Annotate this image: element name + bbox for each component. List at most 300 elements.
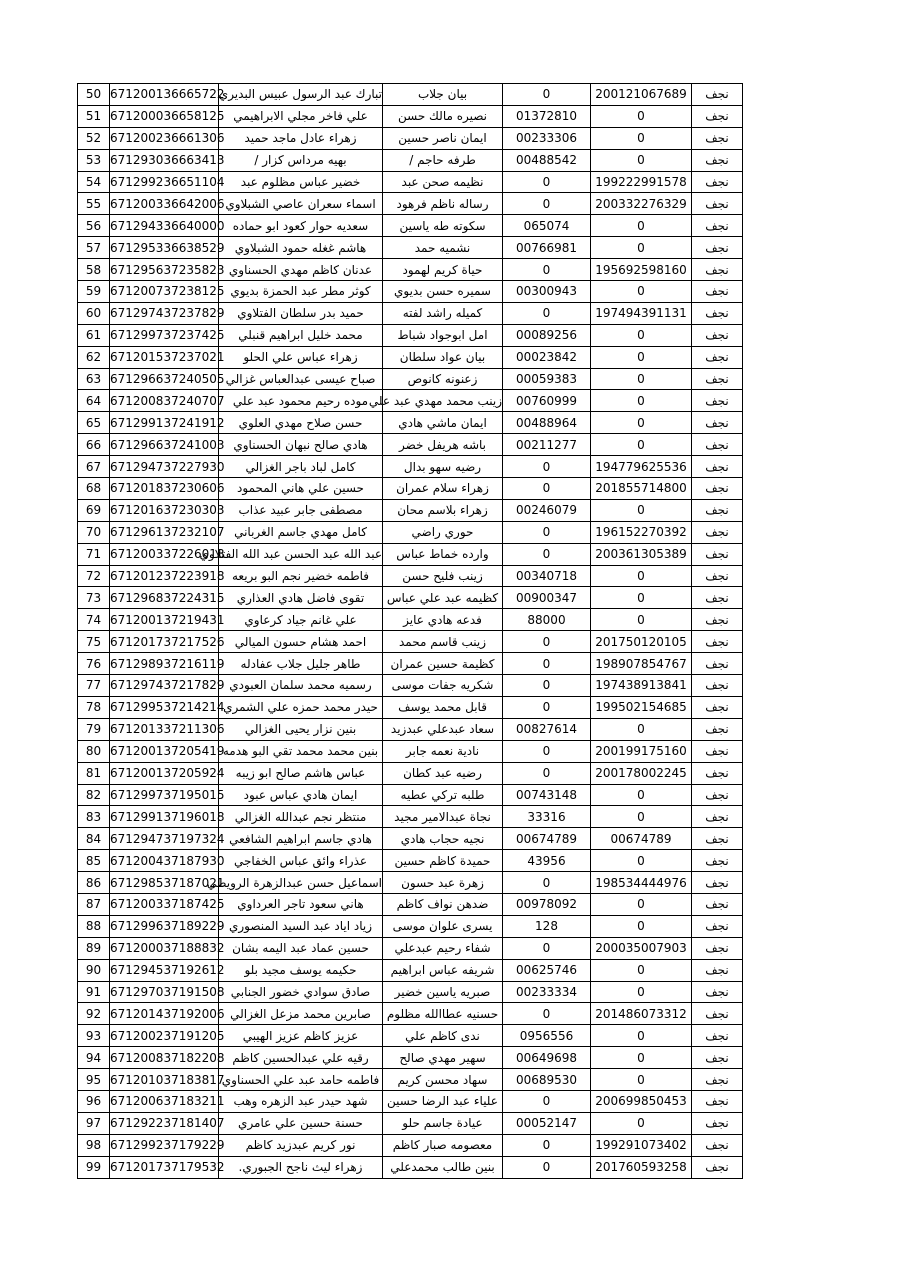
record-code-cell: 671200337187425 xyxy=(110,893,219,915)
document-number-cell: 0 xyxy=(503,1003,591,1025)
mother-name-cell: وارده خماط عباس xyxy=(383,543,503,565)
document-number-cell: 00766981 xyxy=(503,237,591,259)
row-number-cell: 63 xyxy=(78,368,110,390)
document-number-cell: 00900347 xyxy=(503,587,591,609)
row-number-cell: 80 xyxy=(78,740,110,762)
record-code-cell: 671294737227930 xyxy=(110,456,219,478)
table-row xyxy=(78,1134,743,1156)
person-name-cell: فاطمه حامد عبد علي الحسناوي xyxy=(219,1069,383,1091)
row-number-cell: 68 xyxy=(78,478,110,500)
records-table xyxy=(77,83,743,1179)
national-id-cell: 199502154685 xyxy=(591,696,692,718)
national-id-cell: 0 xyxy=(591,893,692,915)
governorate-cell: نجف xyxy=(692,981,743,1003)
governorate-cell: نجف xyxy=(692,237,743,259)
mother-name-cell: كميله راشد لفته xyxy=(383,302,503,324)
table-row xyxy=(78,675,743,697)
row-number-cell: 64 xyxy=(78,390,110,412)
person-name-cell: رقيه علي عبدالحسين كاظم xyxy=(219,1047,383,1069)
record-code-cell: 671293036663413 xyxy=(110,149,219,171)
table-row xyxy=(78,105,743,127)
table-row xyxy=(78,718,743,740)
row-number-cell: 73 xyxy=(78,587,110,609)
mother-name-cell: سكوته طه ياسين xyxy=(383,215,503,237)
row-number-cell: 83 xyxy=(78,806,110,828)
governorate-cell: نجف xyxy=(692,521,743,543)
governorate-cell: نجف xyxy=(692,171,743,193)
national-id-cell: 0 xyxy=(591,127,692,149)
document-number-cell: 00674789 xyxy=(503,828,591,850)
mother-name-cell: زهراء بلاسم محان xyxy=(383,499,503,521)
mother-name-cell: نظيمه صحن عبد xyxy=(383,171,503,193)
record-code-cell: 671200236661306 xyxy=(110,127,219,149)
governorate-cell: نجف xyxy=(692,193,743,215)
record-code-cell: 671296137232107 xyxy=(110,521,219,543)
table-row xyxy=(78,1025,743,1047)
table-row xyxy=(78,171,743,193)
table-row xyxy=(78,653,743,675)
national-id-cell: 0 xyxy=(591,368,692,390)
national-id-cell: 0 xyxy=(591,806,692,828)
governorate-cell: نجف xyxy=(692,456,743,478)
row-number-cell: 79 xyxy=(78,718,110,740)
governorate-cell: نجف xyxy=(692,259,743,281)
mother-name-cell: زهرة عبد حسون xyxy=(383,872,503,894)
person-name-cell: زياد اياد عبد السيد المنصوري xyxy=(219,915,383,937)
record-code-cell: 671294537192612 xyxy=(110,959,219,981)
row-number-cell: 92 xyxy=(78,1003,110,1025)
mother-name-cell: ضدهن نواف كاظم xyxy=(383,893,503,915)
row-number-cell: 84 xyxy=(78,828,110,850)
table-row xyxy=(78,434,743,456)
table-row xyxy=(78,893,743,915)
mother-name-cell: زينب محمد مهدي عبد علي xyxy=(383,390,503,412)
record-code-cell: 671295637235823 xyxy=(110,259,219,281)
row-number-cell: 78 xyxy=(78,696,110,718)
document-number-cell: 00211277 xyxy=(503,434,591,456)
row-number-cell: 69 xyxy=(78,499,110,521)
table-row xyxy=(78,368,743,390)
national-id-cell: 0 xyxy=(591,915,692,937)
document-number-cell: 00233306 xyxy=(503,127,591,149)
table-row xyxy=(78,1112,743,1134)
record-code-cell: 671292237181407 xyxy=(110,1112,219,1134)
record-code-cell: 671200336642006 xyxy=(110,193,219,215)
mother-name-cell: شكريه جفات موسى xyxy=(383,675,503,697)
record-code-cell: 671200837182208 xyxy=(110,1047,219,1069)
person-name-cell: عدنان كاظم مهدي الحسناوي xyxy=(219,259,383,281)
mother-name-cell: رضيه عبد كطان xyxy=(383,762,503,784)
record-code-cell: 671200137205419 xyxy=(110,740,219,762)
person-name-cell: علي فاخر مجلي الابراهيمي xyxy=(219,105,383,127)
mother-name-cell: سعاد عبدعلي عبدزيد xyxy=(383,718,503,740)
record-code-cell: 671201437192006 xyxy=(110,1003,219,1025)
person-name-cell: علي غانم جياد كرعاوي xyxy=(219,609,383,631)
governorate-cell: نجف xyxy=(692,893,743,915)
mother-name-cell: شفاء رحيم عبدعلي xyxy=(383,937,503,959)
person-name-cell: عباس هاشم صالح ابو زيبه xyxy=(219,762,383,784)
record-code-cell: 671296637240505 xyxy=(110,368,219,390)
document-number-cell: 0 xyxy=(503,84,591,106)
document-number-cell: 00052147 xyxy=(503,1112,591,1134)
governorate-cell: نجف xyxy=(692,324,743,346)
national-id-cell: 0 xyxy=(591,1069,692,1091)
document-number-cell: 00827614 xyxy=(503,718,591,740)
person-name-cell: كوثر مطر عبد الحمزة بديوي xyxy=(219,281,383,303)
national-id-cell: 00674789 xyxy=(591,828,692,850)
row-number-cell: 89 xyxy=(78,937,110,959)
mother-name-cell: كظيمه عبد علي عباس xyxy=(383,587,503,609)
document-number-cell: 88000 xyxy=(503,609,591,631)
governorate-cell: نجف xyxy=(692,696,743,718)
mother-name-cell: سميره حسن بديوي xyxy=(383,281,503,303)
mother-name-cell: زينب قاسم محمد xyxy=(383,631,503,653)
person-name-cell: بهيه مرداس كزار / xyxy=(219,149,383,171)
person-name-cell: حسن صلاح مهدي العلوي xyxy=(219,412,383,434)
governorate-cell: نجف xyxy=(692,127,743,149)
table-row xyxy=(78,390,743,412)
table-row xyxy=(78,1003,743,1025)
table-row xyxy=(78,84,743,106)
governorate-cell: نجف xyxy=(692,302,743,324)
row-number-cell: 74 xyxy=(78,609,110,631)
table-row xyxy=(78,127,743,149)
row-number-cell: 88 xyxy=(78,915,110,937)
national-id-cell: 0 xyxy=(591,346,692,368)
mother-name-cell: سهاد محسن كريم xyxy=(383,1069,503,1091)
mother-name-cell: صبريه ياسين خضير xyxy=(383,981,503,1003)
governorate-cell: نجف xyxy=(692,1156,743,1178)
record-code-cell: 671296837224315 xyxy=(110,587,219,609)
national-id-cell: 195692598160 xyxy=(591,259,692,281)
national-id-cell: 0 xyxy=(591,981,692,1003)
record-code-cell: 671297037191508 xyxy=(110,981,219,1003)
national-id-cell: 199222991578 xyxy=(591,171,692,193)
table-row xyxy=(78,565,743,587)
national-id-cell: 0 xyxy=(591,281,692,303)
record-code-cell: 671298537187021 xyxy=(110,872,219,894)
record-code-cell: 671201837230606 xyxy=(110,478,219,500)
row-number-cell: 53 xyxy=(78,149,110,171)
mother-name-cell: حسنيه عطاالله مظلوم xyxy=(383,1003,503,1025)
governorate-cell: نجف xyxy=(692,84,743,106)
record-code-cell: 671200137205924 xyxy=(110,762,219,784)
governorate-cell: نجف xyxy=(692,609,743,631)
document-number-cell: 0 xyxy=(503,302,591,324)
governorate-cell: نجف xyxy=(692,850,743,872)
table-row xyxy=(78,543,743,565)
row-number-cell: 95 xyxy=(78,1069,110,1091)
record-code-cell: 671294336640000 xyxy=(110,215,219,237)
national-id-cell: 196152270392 xyxy=(591,521,692,543)
national-id-cell: 200035007903 xyxy=(591,937,692,959)
national-id-cell: 0 xyxy=(591,718,692,740)
row-number-cell: 93 xyxy=(78,1025,110,1047)
governorate-cell: نجف xyxy=(692,762,743,784)
person-name-cell: زهراء عباس علي الحلو xyxy=(219,346,383,368)
person-name-cell: احمد هشام حسون الميالي xyxy=(219,631,383,653)
row-number-cell: 70 xyxy=(78,521,110,543)
record-code-cell: 671299236651104 xyxy=(110,171,219,193)
person-name-cell: نور كريم عبدزيد كاظم xyxy=(219,1134,383,1156)
mother-name-cell: رضيه سهو بدال xyxy=(383,456,503,478)
table-row xyxy=(78,609,743,631)
table-row xyxy=(78,259,743,281)
national-id-cell: 0 xyxy=(591,784,692,806)
person-name-cell: هاشم غغله حمود الشبلاوي xyxy=(219,237,383,259)
row-number-cell: 85 xyxy=(78,850,110,872)
document-number-cell: 00625746 xyxy=(503,959,591,981)
row-number-cell: 60 xyxy=(78,302,110,324)
governorate-cell: نجف xyxy=(692,653,743,675)
row-number-cell: 62 xyxy=(78,346,110,368)
document-number-cell: 00340718 xyxy=(503,565,591,587)
governorate-cell: نجف xyxy=(692,1112,743,1134)
document-number-cell: 0 xyxy=(503,171,591,193)
governorate-cell: نجف xyxy=(692,937,743,959)
table-row xyxy=(78,587,743,609)
person-name-cell: اسماء سعران عاصي الشبلاوي xyxy=(219,193,383,215)
record-code-cell: 671299237179229 xyxy=(110,1134,219,1156)
document-number-cell: 0 xyxy=(503,478,591,500)
row-number-cell: 52 xyxy=(78,127,110,149)
document-number-cell: 0 xyxy=(503,543,591,565)
document-number-cell: 00978092 xyxy=(503,893,591,915)
mother-name-cell: حميدة كاظم حسين xyxy=(383,850,503,872)
record-code-cell: 671200037188832 xyxy=(110,937,219,959)
person-name-cell: فاطمه خضير نجم البو بريعه xyxy=(219,565,383,587)
document-number-cell: 43956 xyxy=(503,850,591,872)
record-code-cell: 671200437187930 xyxy=(110,850,219,872)
record-code-cell: 671299737237425 xyxy=(110,324,219,346)
row-number-cell: 96 xyxy=(78,1090,110,1112)
national-id-cell: 0 xyxy=(591,1112,692,1134)
national-id-cell: 198534444976 xyxy=(591,872,692,894)
document-number-cell: 128 xyxy=(503,915,591,937)
national-id-cell: 0 xyxy=(591,587,692,609)
governorate-cell: نجف xyxy=(692,806,743,828)
person-name-cell: هادي صالح نبهان الحسناوي xyxy=(219,434,383,456)
governorate-cell: نجف xyxy=(692,543,743,565)
row-number-cell: 90 xyxy=(78,959,110,981)
table-row xyxy=(78,937,743,959)
record-code-cell: 671296637241003 xyxy=(110,434,219,456)
national-id-cell: 0 xyxy=(591,959,692,981)
mother-name-cell: ندى كاظم علي xyxy=(383,1025,503,1047)
mother-name-cell: بيان جلاب xyxy=(383,84,503,106)
document-number-cell: 00488964 xyxy=(503,412,591,434)
row-number-cell: 67 xyxy=(78,456,110,478)
governorate-cell: نجف xyxy=(692,281,743,303)
mother-name-cell: طلبه تركي عطيه xyxy=(383,784,503,806)
mother-name-cell: باشه هريفل خضر xyxy=(383,434,503,456)
national-id-cell: 201855714800 xyxy=(591,478,692,500)
table-row xyxy=(78,215,743,237)
mother-name-cell: نجاة عبدالامير مجيد xyxy=(383,806,503,828)
record-code-cell: 671201237223918 xyxy=(110,565,219,587)
national-id-cell: 200332276329 xyxy=(591,193,692,215)
mother-name-cell: بنين طالب محمدعلي xyxy=(383,1156,503,1178)
record-code-cell: 671200737238125 xyxy=(110,281,219,303)
document-number-cell: 00488542 xyxy=(503,149,591,171)
mother-name-cell: سهير مهدي صالح xyxy=(383,1047,503,1069)
table-row xyxy=(78,412,743,434)
table-row xyxy=(78,456,743,478)
row-number-cell: 65 xyxy=(78,412,110,434)
table-row xyxy=(78,696,743,718)
person-name-cell: محمد خليل ابراهيم قنبلي xyxy=(219,324,383,346)
document-number-cell: 00023842 xyxy=(503,346,591,368)
row-number-cell: 55 xyxy=(78,193,110,215)
record-code-cell: 671295336638529 xyxy=(110,237,219,259)
document-number-cell: 065074 xyxy=(503,215,591,237)
table-row xyxy=(78,346,743,368)
document-number-cell: 0 xyxy=(503,762,591,784)
mother-name-cell: نادية نعمه جابر xyxy=(383,740,503,762)
national-id-cell: 0 xyxy=(591,390,692,412)
row-number-cell: 99 xyxy=(78,1156,110,1178)
document-number-cell: 0 xyxy=(503,937,591,959)
row-number-cell: 81 xyxy=(78,762,110,784)
mother-name-cell: قابل محمد يوسف xyxy=(383,696,503,718)
mother-name-cell: نصيره مالك حسن xyxy=(383,105,503,127)
governorate-cell: نجف xyxy=(692,1134,743,1156)
row-number-cell: 59 xyxy=(78,281,110,303)
mother-name-cell: رساله ناظم فرهود xyxy=(383,193,503,215)
document-number-cell: 0 xyxy=(503,653,591,675)
row-number-cell: 61 xyxy=(78,324,110,346)
governorate-cell: نجف xyxy=(692,1003,743,1025)
row-number-cell: 57 xyxy=(78,237,110,259)
national-id-cell: 0 xyxy=(591,324,692,346)
person-name-cell: حيدر محمد حمزه علي الشمري xyxy=(219,696,383,718)
row-number-cell: 66 xyxy=(78,434,110,456)
national-id-cell: 197494391131 xyxy=(591,302,692,324)
person-name-cell: عزيز كاظم عزيز الهيبي xyxy=(219,1025,383,1047)
table-row xyxy=(78,981,743,1003)
governorate-cell: نجف xyxy=(692,1047,743,1069)
mother-name-cell: ايمان ناصر حسين xyxy=(383,127,503,149)
national-id-cell: 0 xyxy=(591,499,692,521)
person-name-cell: تقوى فاضل هادي العذاري xyxy=(219,587,383,609)
person-name-cell: ايمان هادي عباس عبود xyxy=(219,784,383,806)
person-name-cell: زهراء ليث ناجح الجبوري. xyxy=(219,1156,383,1178)
national-id-cell: 200199175160 xyxy=(591,740,692,762)
document-number-cell: 0 xyxy=(503,456,591,478)
document-number-cell: 0 xyxy=(503,631,591,653)
person-name-cell: بنين نزار يحيى الغزالي xyxy=(219,718,383,740)
table-row xyxy=(78,959,743,981)
person-name-cell: خضير عباس مظلوم عبد xyxy=(219,171,383,193)
document-number-cell: 0956556 xyxy=(503,1025,591,1047)
document-number-cell: 00246079 xyxy=(503,499,591,521)
person-name-cell: عبد الله عبد الحسن عبد الله الفتلاوي xyxy=(219,543,383,565)
person-name-cell: هاني سعود تاجر العرداوي xyxy=(219,893,383,915)
mother-name-cell: ايمان ماشي هادي xyxy=(383,412,503,434)
row-number-cell: 50 xyxy=(78,84,110,106)
document-number-cell: 00760999 xyxy=(503,390,591,412)
row-number-cell: 91 xyxy=(78,981,110,1003)
national-id-cell: 0 xyxy=(591,105,692,127)
records-table-body xyxy=(78,84,743,1179)
record-code-cell: 671200837240707 xyxy=(110,390,219,412)
row-number-cell: 98 xyxy=(78,1134,110,1156)
national-id-cell: 200178002245 xyxy=(591,762,692,784)
governorate-cell: نجف xyxy=(692,412,743,434)
record-code-cell: 671298937216119 xyxy=(110,653,219,675)
row-number-cell: 87 xyxy=(78,893,110,915)
table-row xyxy=(78,499,743,521)
national-id-cell: 201760593258 xyxy=(591,1156,692,1178)
national-id-cell: 0 xyxy=(591,609,692,631)
document-number-cell: 0 xyxy=(503,521,591,543)
record-code-cell: 671200137219431 xyxy=(110,609,219,631)
row-number-cell: 86 xyxy=(78,872,110,894)
record-code-cell: 671299537214214 xyxy=(110,696,219,718)
person-name-cell: زهراء عادل ماجد حميد xyxy=(219,127,383,149)
person-name-cell: حكيمه يوسف مجيد بلو xyxy=(219,959,383,981)
national-id-cell: 198907854767 xyxy=(591,653,692,675)
person-name-cell: مصطفى جابر عبيد عذاب xyxy=(219,499,383,521)
table-row xyxy=(78,281,743,303)
person-name-cell: صادق سوادي خضور الجنابي xyxy=(219,981,383,1003)
row-number-cell: 51 xyxy=(78,105,110,127)
mother-name-cell: زهراء سلام عمران xyxy=(383,478,503,500)
record-code-cell: 671201737179532 xyxy=(110,1156,219,1178)
table-row xyxy=(78,806,743,828)
record-code-cell: 671299137241912 xyxy=(110,412,219,434)
record-code-cell: 671299737195015 xyxy=(110,784,219,806)
document-number-cell: 00743148 xyxy=(503,784,591,806)
row-number-cell: 54 xyxy=(78,171,110,193)
record-code-cell: 671200637183211 xyxy=(110,1090,219,1112)
governorate-cell: نجف xyxy=(692,434,743,456)
person-name-cell: منتظر نجم عبدالله الغزالي xyxy=(219,806,383,828)
mother-name-cell: فدعه هادي عايز xyxy=(383,609,503,631)
governorate-cell: نجف xyxy=(692,1025,743,1047)
national-id-cell: 200699850453 xyxy=(591,1090,692,1112)
document-number-cell: 0 xyxy=(503,696,591,718)
mother-name-cell: طرفه حاجم / xyxy=(383,149,503,171)
document-number-cell: 0 xyxy=(503,675,591,697)
governorate-cell: نجف xyxy=(692,390,743,412)
row-number-cell: 77 xyxy=(78,675,110,697)
governorate-cell: نجف xyxy=(692,1069,743,1091)
governorate-cell: نجف xyxy=(692,718,743,740)
table-row xyxy=(78,740,743,762)
national-id-cell: 194779625536 xyxy=(591,456,692,478)
person-name-cell: حسنة حسين علي عامري xyxy=(219,1112,383,1134)
table-row xyxy=(78,1047,743,1069)
record-code-cell: 671201337211306 xyxy=(110,718,219,740)
row-number-cell: 71 xyxy=(78,543,110,565)
record-code-cell: 671294737197324 xyxy=(110,828,219,850)
table-row xyxy=(78,237,743,259)
person-name-cell: تبارك عبد الرسول عبيس البديري xyxy=(219,84,383,106)
governorate-cell: نجف xyxy=(692,631,743,653)
document-number-cell: 0 xyxy=(503,1156,591,1178)
row-number-cell: 94 xyxy=(78,1047,110,1069)
mother-name-cell: عيادة جاسم حلو xyxy=(383,1112,503,1134)
document-number-cell: 00689530 xyxy=(503,1069,591,1091)
national-id-cell: 0 xyxy=(591,850,692,872)
table-row xyxy=(78,915,743,937)
table-row xyxy=(78,149,743,171)
person-name-cell: بنين محمد محمد تقي البو هدمه xyxy=(219,740,383,762)
person-name-cell: صباح عيسى عبدالعباس غزالي xyxy=(219,368,383,390)
table-row xyxy=(78,872,743,894)
governorate-cell: نجف xyxy=(692,565,743,587)
